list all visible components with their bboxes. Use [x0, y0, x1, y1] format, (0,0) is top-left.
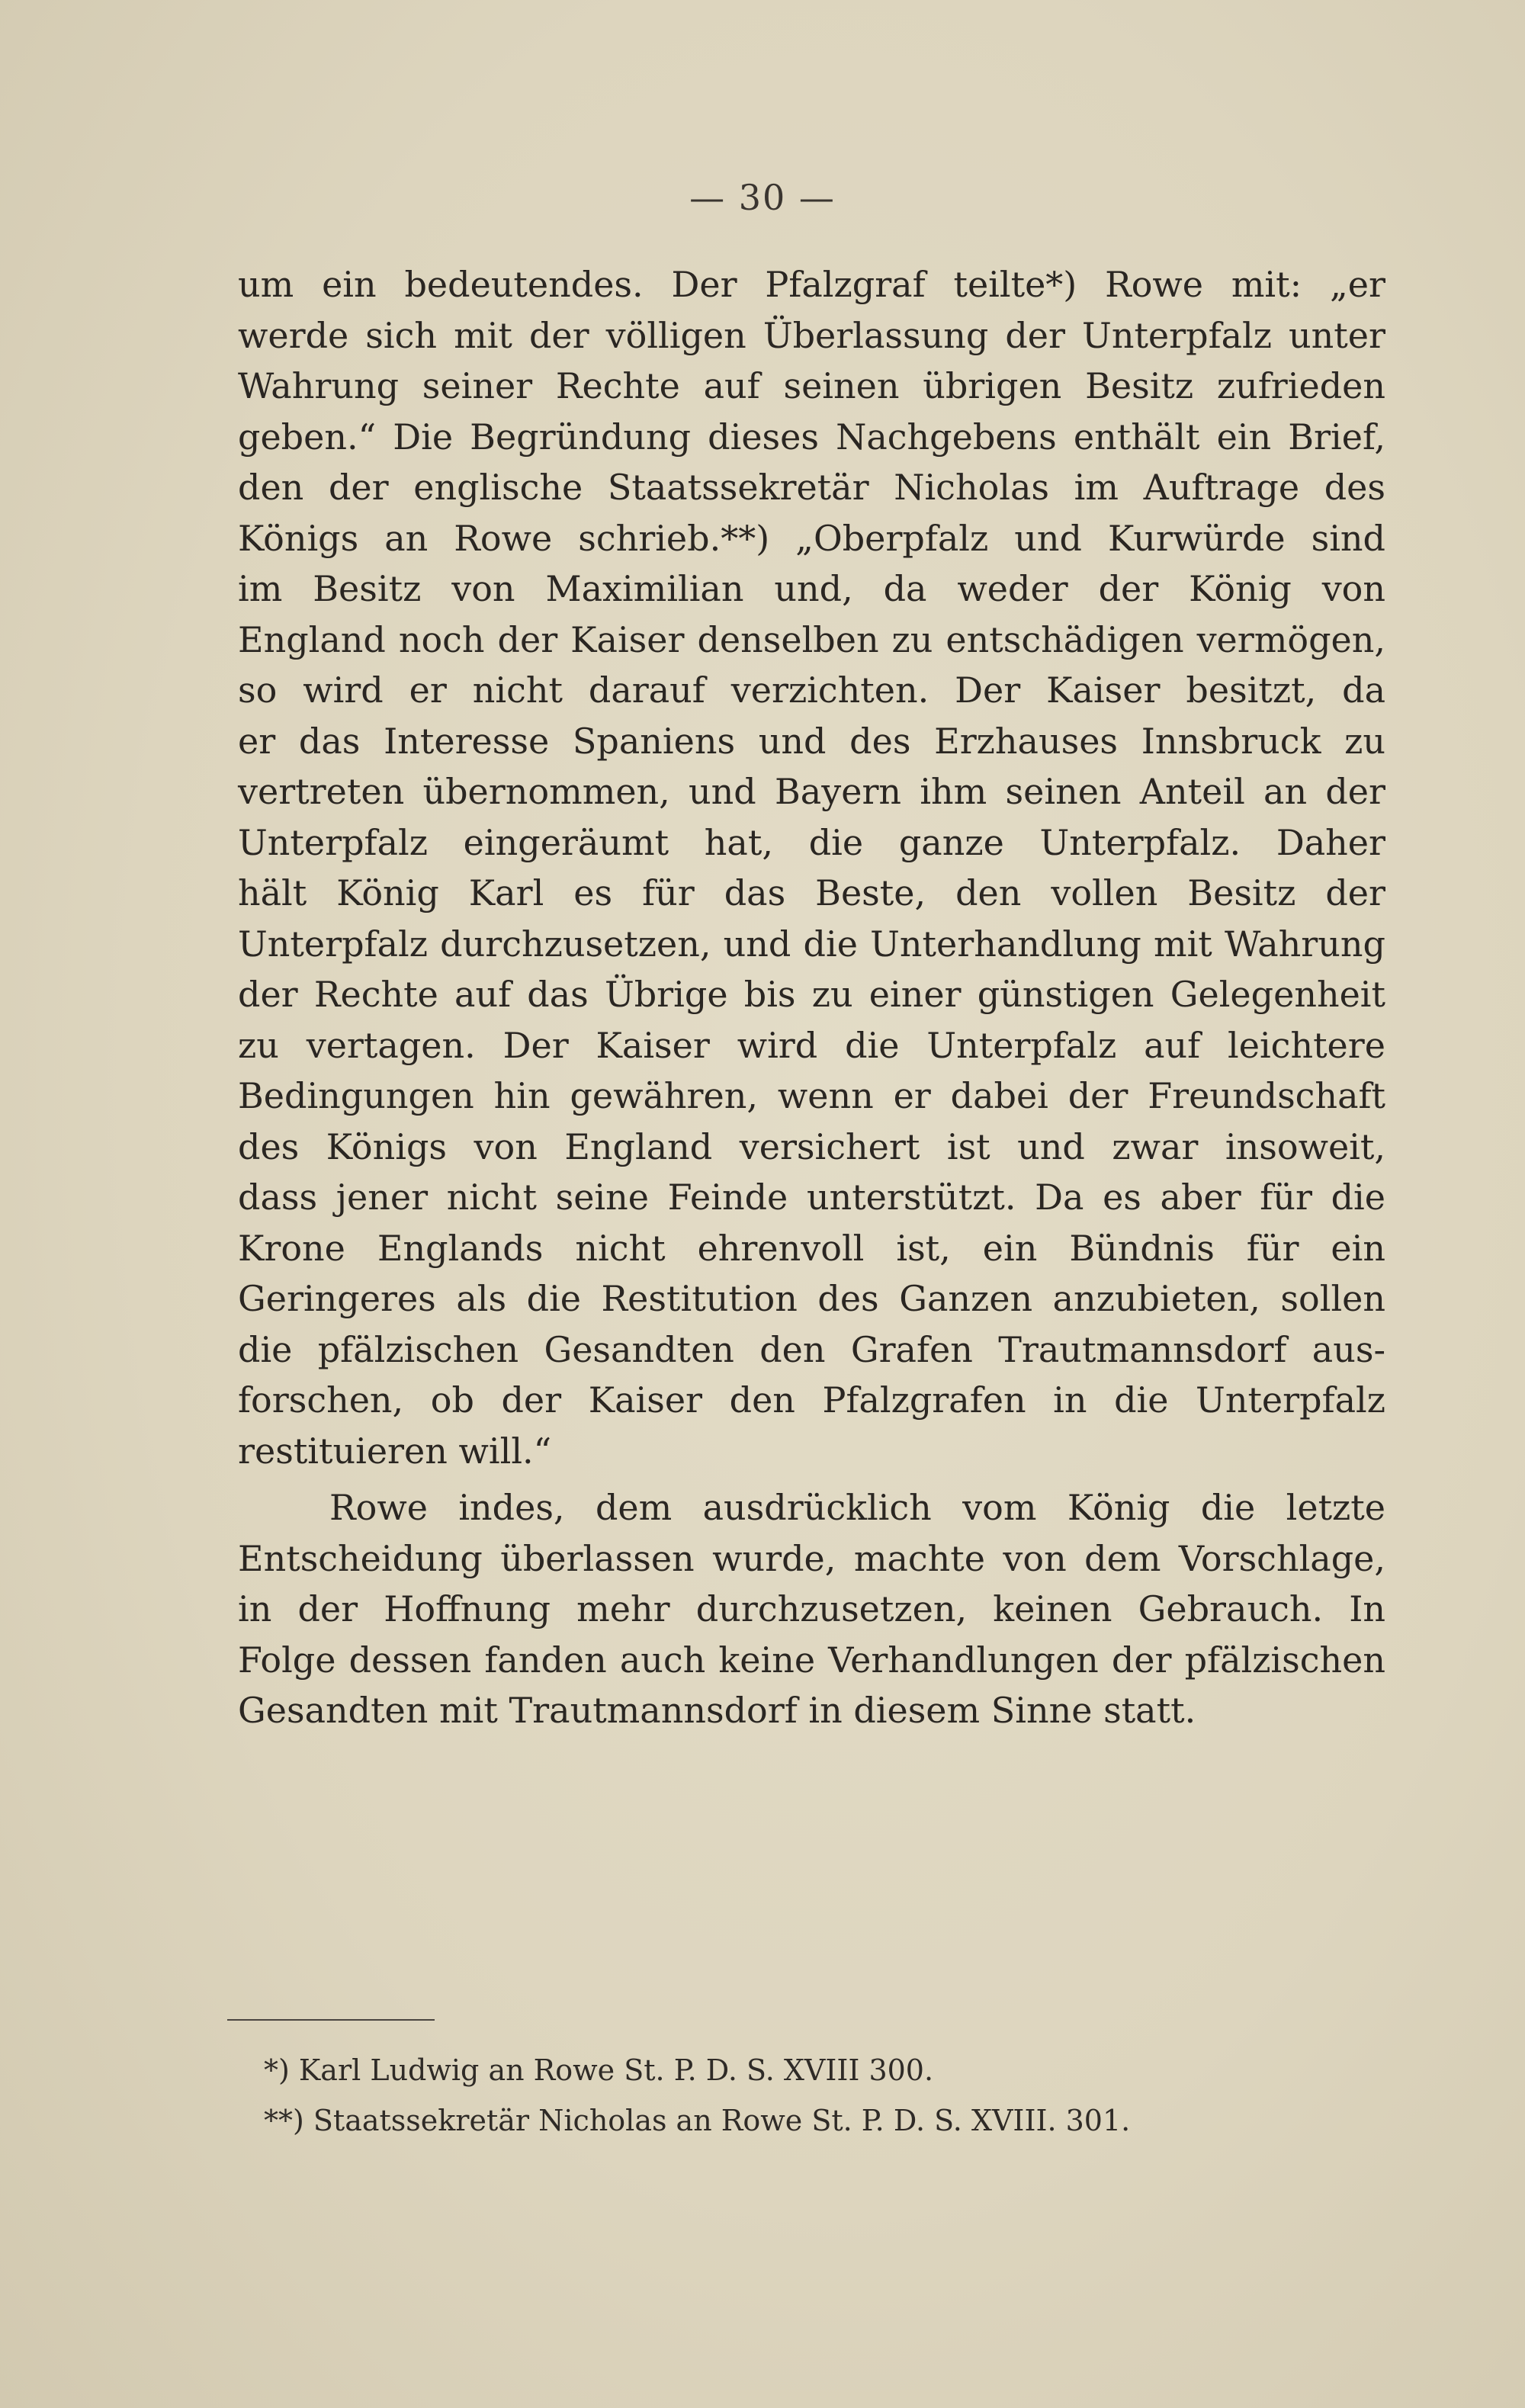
text-line: forschen, ob der Kaiser den Pfalzgrafen in die Unterpfalz — [238, 1379, 1385, 1421]
text-line: so wird er nicht darauf verzichten. Der Kaiser besitzt, da — [238, 669, 1385, 711]
text-line: der Rechte auf das Übrige bis zu einer günstigen Gelegenheit — [238, 974, 1385, 1015]
text-line: Königs an Rowe schrieb.**) „Oberpfalz und Kurwürde sind — [238, 517, 1385, 559]
footnote: **) Staatssekretär Nicholas an Rowe St. P. D. S. XVIII. 301. — [264, 2104, 1131, 2137]
footnote: *) Karl Ludwig an Rowe St. P. D. S. XVIII 300. — [264, 2053, 934, 2087]
footnote-divider — [227, 2019, 435, 2021]
text-line: hält König Karl es für das Beste, den vollen Besitz der — [238, 872, 1385, 913]
footnotes — [264, 2045, 1331, 2146]
text-line: zu vertagen. Der Kaiser wird die Unterpfalz auf leichtere — [238, 1024, 1385, 1066]
text-line: vertreten übernommen, und Bayern ihm seinen Anteil an der — [238, 771, 1385, 812]
text-line: Bedingungen hin gewähren, wenn er dabei der Freundschaft — [238, 1075, 1385, 1116]
text-line: die pfälzischen Gesandten den Grafen Trautmannsdorf aus- — [238, 1328, 1385, 1370]
text-line: Rowe indes, dem ausdrücklich vom König die letzte — [329, 1487, 1385, 1528]
text-line: er das Interesse Spaniens und des Erzhauses Innsbruck zu — [238, 720, 1385, 762]
paragraph-2 — [238, 1482, 1385, 1736]
body-text — [238, 259, 1385, 1736]
text-line: Unterpfalz eingeräumt hat, die ganze Unterpfalz. Daher — [238, 821, 1385, 863]
text-line: Wahrung seiner Rechte auf seinen übrigen Besitz zufrieden — [238, 365, 1385, 406]
text-line: Folge dessen fanden auch keine Verhandlungen der pfälzischen — [238, 1639, 1385, 1681]
text-line: Gesandten mit Trautmannsdorf in diesem Sinne statt. — [238, 1690, 1196, 1731]
text-line: restituieren will.“ — [238, 1430, 552, 1472]
paragraph-1 — [238, 259, 1385, 1476]
text-line: geben.“ Die Begründung dieses Nachgebens enthält ein Brief, — [238, 416, 1385, 458]
text-line: den der englische Staatssekretär Nicholas im Auftrage des — [238, 467, 1385, 508]
text-line: in der Hoffnung mehr durchzusetzen, keinen Gebrauch. In — [238, 1588, 1385, 1629]
text-line: des Königs von England versichert ist und zwar insoweit, — [238, 1125, 1385, 1167]
text-line: England noch der Kaiser denselben zu entschädigen vermögen, — [238, 618, 1385, 660]
text-line: werde sich mit der völligen Überlassung der Unterpfalz unter — [238, 314, 1385, 356]
page-number: — 30 — — [689, 177, 836, 218]
text-line: im Besitz von Maximilian und, da weder der König von — [238, 568, 1385, 609]
text-line: um ein bedeutendes. Der Pfalzgraf teilte*) Rowe mit: „er — [238, 264, 1385, 305]
text-line: Unterpfalz durchzusetzen, und die Unterhandlung mit Wahrung — [238, 923, 1385, 965]
text-line: Entscheidung überlassen wurde, machte von dem Vorschlage, — [238, 1537, 1385, 1579]
text-line: Krone Englands nicht ehrenvoll ist, ein Bündnis für ein — [238, 1227, 1385, 1269]
text-line: dass jener nicht seine Feinde unterstützt. Da es aber für die — [238, 1177, 1385, 1218]
text-line: Geringeres als die Restitution des Ganzen anzubieten, sollen — [238, 1278, 1385, 1319]
